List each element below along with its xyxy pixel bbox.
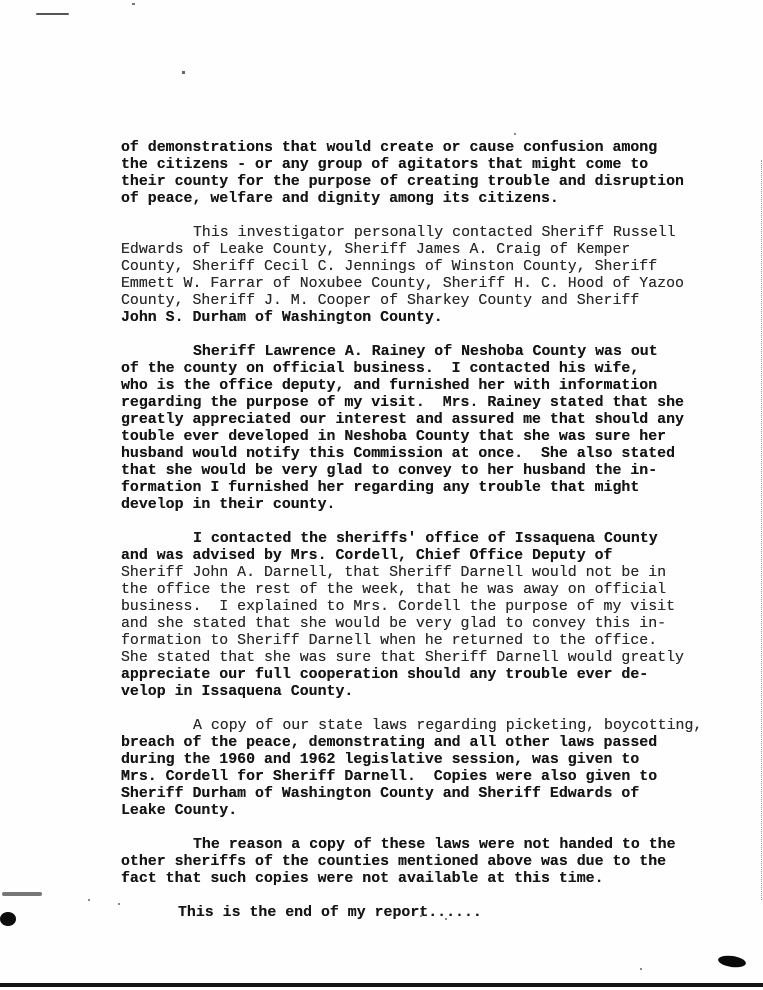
text-line: Emmett W. Farrar of Noxubee County, Sheriff H. C. Hood of Yazoo xyxy=(121,276,684,292)
text-line: who is the office deputy, and furnished her with information xyxy=(121,378,658,394)
scan-artifact-speck xyxy=(118,903,120,905)
text-line: I contacted the sheriffs' office of Issaquena County xyxy=(193,531,658,547)
text-line: business. I explained to Mrs. Cordell the purpose of my visit xyxy=(121,599,676,615)
text-line: that she would be very glad to convey to her husband the in- xyxy=(121,463,658,479)
paragraph-sheriffs-contacted xyxy=(121,225,721,327)
paragraph-issaquena-county xyxy=(121,531,721,701)
text-line: County, Sheriff Cecil C. Jennings of Winston County, Sheriff xyxy=(121,259,658,275)
scan-artifact-speck xyxy=(640,968,642,970)
text-line: velop in Issaquena County. xyxy=(121,684,354,700)
text-line: This is the end of my report...... xyxy=(178,905,482,921)
scan-artifact-speck xyxy=(88,899,90,901)
text-line: appreciate our full cooperation should any trouble ever de- xyxy=(121,667,649,683)
scan-artifact-speck xyxy=(132,3,135,5)
text-line: County, Sheriff J. M. Cooper of Sharkey County and Sheriff xyxy=(121,293,640,309)
text-line: of demonstrations that would create or cause confusion among xyxy=(121,140,658,156)
text-line: during the 1960 and 1962 legislative session, was given to xyxy=(121,752,640,768)
text-line: She stated that she was sure that Sheriff Darnell would greatly xyxy=(121,650,684,666)
text-line: and she stated that she would be very glad to convey this in- xyxy=(121,616,667,632)
scan-artifact-left-smudge xyxy=(2,892,42,896)
text-line: of peace, welfare and dignity among its citizens. xyxy=(121,191,559,207)
text-line: Sheriff Durham of Washington County and Sheriff Edwards of xyxy=(121,786,640,802)
scan-artifact-top-dash xyxy=(36,13,69,15)
paragraph-reason xyxy=(121,837,721,888)
paragraph-state-laws xyxy=(121,718,721,820)
text-line: husband would notify this Commission at once. She also stated xyxy=(121,446,676,462)
scan-artifact-right-blot xyxy=(717,954,746,969)
text-line: Sheriff John A. Darnell, that Sheriff Darnell would not be in xyxy=(121,565,667,581)
text-line: regarding the purpose of my visit. Mrs. Rainey stated that she xyxy=(121,395,684,411)
text-line: fact that such copies were not available at this time. xyxy=(121,871,604,887)
text-line: breach of the peace, demonstrating and all other laws passed xyxy=(121,735,658,751)
paragraph-neshoba-county xyxy=(121,344,721,514)
text-line: Leake County. xyxy=(121,803,238,819)
text-line: Edwards of Leake County, Sheriff James A. Craig of Kemper xyxy=(121,242,631,258)
text-line: formation I furnished her regarding any trouble that might xyxy=(121,480,640,496)
text-line: the office the rest of the week, that he was away on official xyxy=(121,582,667,598)
text-line: the citizens - or any group of agitators that might come to xyxy=(121,157,649,173)
text-line: their county for the purpose of creating trouble and disruption xyxy=(121,174,684,190)
text-line: greatly appreciated our interest and assured me that should any xyxy=(121,412,684,428)
text-line: develop in their county. xyxy=(121,497,336,513)
text-line: other sheriffs of the counties mentioned above was due to the xyxy=(121,854,667,870)
text-line: This investigator personally contacted Sheriff Russell xyxy=(193,225,676,241)
text-line: John S. Durham of Washington County. xyxy=(121,310,443,326)
scan-bottom-edge xyxy=(0,983,763,987)
scan-artifact-speck xyxy=(182,71,185,74)
closing-line xyxy=(121,905,721,922)
text-line: Sheriff Lawrence A. Rainey of Neshoba County was out xyxy=(193,344,658,360)
text-line: touble ever developed in Neshoba County that she was sure her xyxy=(121,429,667,445)
paragraph-demonstrations xyxy=(121,140,721,208)
scan-artifact-speck xyxy=(514,133,516,135)
text-line: formation to Sheriff Darnell when he returned to the office. xyxy=(121,633,658,649)
text-line: The reason a copy of these laws were not handed to the xyxy=(193,837,676,853)
report-body xyxy=(121,140,721,939)
text-line: Mrs. Cordell for Sheriff Darnell. Copies were also given to xyxy=(121,769,658,785)
scan-artifact-left-blot xyxy=(0,912,16,926)
text-line: A copy of our state laws regarding picketing, boycotting, xyxy=(193,718,703,734)
text-line: of the county on official business. I contacted his wife, xyxy=(121,361,640,377)
text-line: and was advised by Mrs. Cordell, Chief Office Deputy of xyxy=(121,548,613,564)
